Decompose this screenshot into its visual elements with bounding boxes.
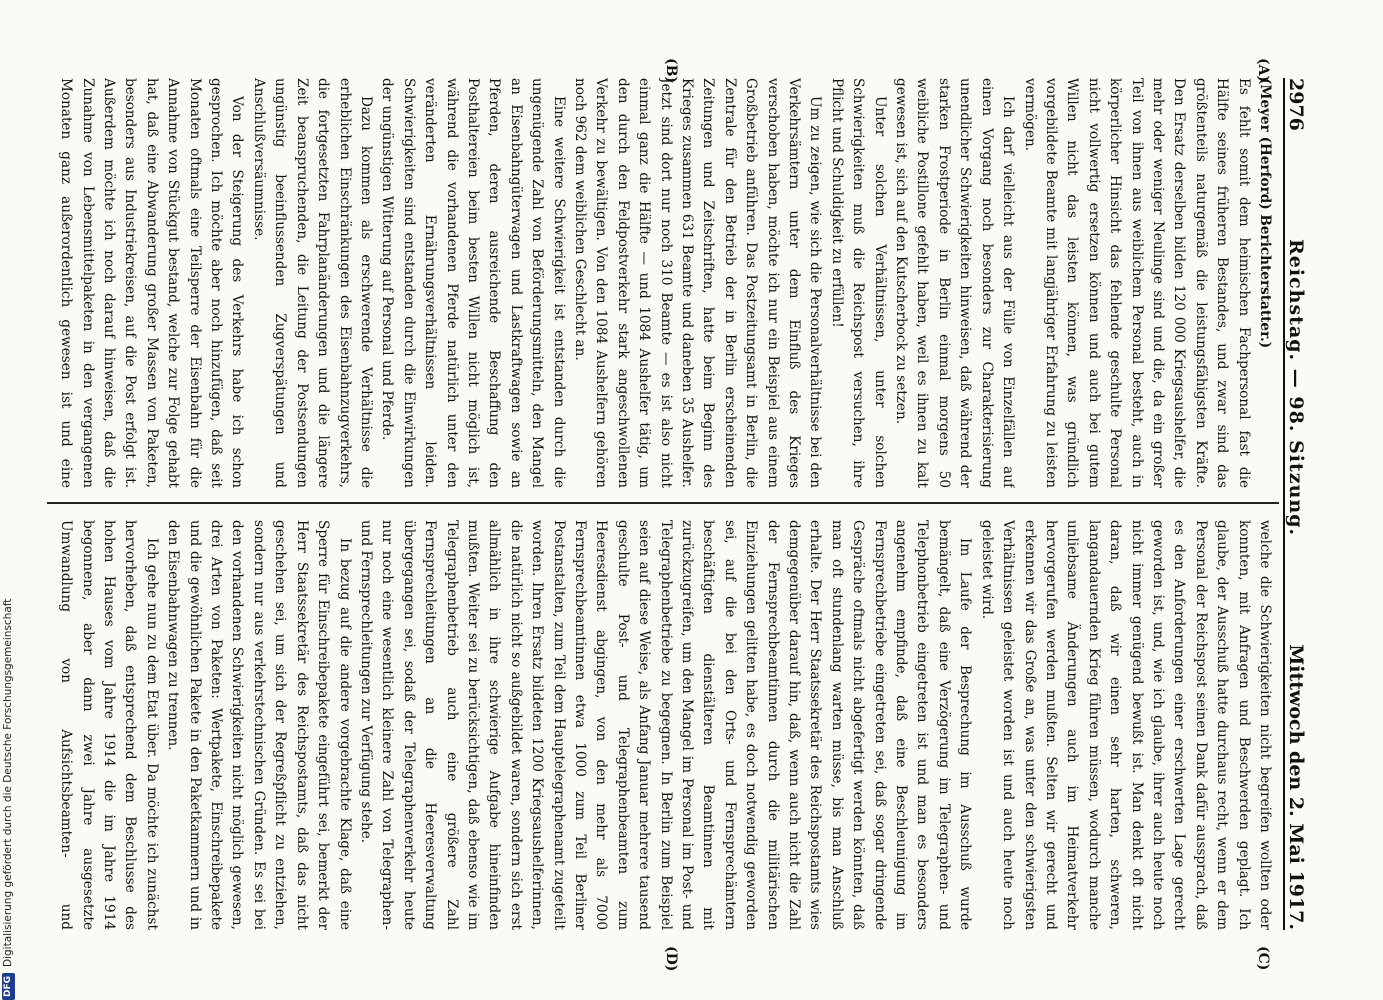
margin-mark-d: (D) bbox=[663, 946, 679, 972]
column-divider bbox=[47, 502, 1279, 504]
paragraph: Ich darf vielleicht aus der Fülle von Einzelfällen auf einen Vorgang noch besonders zur Charakterisierung unendlicher Schwierigkeiten hinweisen, daß während der starken Frostperiode in Berlin einmal morgens 50 weibliche Postillone gefehlt haben, weil es ihnen zu kalt gewesen ist, sich auf den Kutscherbock zu setzen. bbox=[893, 78, 1017, 488]
dfg-logo: DFG bbox=[2, 973, 15, 1000]
page-date: Mittwoch den 2. Mai 1917. bbox=[1285, 644, 1307, 930]
paragraph: Unter solchen Verhältnissen, unter solchen Schwierigkeiten muß die Reichspost versuchen, ihre Pflicht und Schuldigkeit zu erfüllen! bbox=[828, 78, 888, 488]
funding-credit bbox=[1, 5, 15, 1000]
paragraph: Im Laufe der Besprechung im Ausschuß wurde bemängelt, daß eine Verzögerung im Telegraphen- und Telephonbetrieb eingetreten ist und man es besonders angenehm empfinde, daß eine Beschleunigung im Fernsprechbetriebe eingetreten sei, daß sogar dringende Gespräche oftmals nicht abgefertigt werden könnten, daß man oft stundenlang warten müsse, bis man Anschluß erhalte. Der Herr Staatssekretär des Reichspostamts wies demgegenüber darauf hin, daß, wenn auch nicht die Zahl der Fernsprechbeamtinnen durch die militärischen Einziehungen gelitten habe, es doch notwendig geworden sei, auf die bei den Orts- und Fernsprechämtern beschäftigten dienstälteren Beamtinnen mit zurückzugreifen, um den Mangel im Personal im Post- und Telegraphenbetriebe zu begegnen. In Berlin zum Beispiel seien auf diese Weise, als Anfang Januar mehrere tausend geschulte Post- und Telegraphenbeamten zum Heeresdienst abgingen, von den mehr als 7000 Fernsprechbeamtinnen etwa 1000 zum Teil Berliner Postanstalten, zum Teil dem Hauptelegraphenamt zugeteilt worden. Ihren Ersatz bildeten 1200 Kriegsaushelferinnen, die natürlich nicht so außgebildet waren, sondern sich erst allmählich in ihre schwierige Aufgabe hineinfinden mußten. Weiter sei zu berücksichtigen, daß ebenso wie im Telegraphenbetrieb auch eine größere Zahl Fernsprechleitungen an die Heeresverwaltung übergegangen sei, sodaß der Telegraphenverkehr heute nur noch eine wesentlich kleinere Zahl von Telegraphen- und Fernsprechleitungen zur Verfügung stehe. bbox=[357, 520, 974, 930]
speaker-label: (Meyer (Herford) Berichterstatter.) bbox=[1257, 78, 1273, 349]
paragraph: Um zu zeigen, wie sich die Personalverhältnisse bei den Verkehrsämtern unter dem Einfluß des Krieges verschoben haben, möchte ich nur ein Beispiel aus einem Großbetrieb anführen. Das Postzeitungsamt in Berlin, die Zentrale für den Betrieb der in Berlin erscheinenden Zeitungen und Zeitschriften, hatte beim Beginn des Krieges zusammen 631 Beamte und daneben 35 Aushelfer. Jetzt sind dort nur noch 310 Beamte — es ist also nicht einmal ganz die Hälfte — und 1084 Aushelfer tätig, um den durch den Feldpostverkehr stark angeschwollenen Verkehr zu bewältigen. Von den 1084 Aushelfern gehören noch 962 dem weiblichen Geschlecht an. bbox=[572, 78, 824, 488]
page-number: 2976 bbox=[1285, 78, 1307, 131]
margin-mark-b: (B) bbox=[663, 58, 679, 84]
speaker-paragraph bbox=[1254, 78, 1275, 488]
paragraph: Dazu kommen als erschwerende Verhältnisse die erheblichen Einschränkungen des Eisenbahnzugverkehrs, die fortgesetzten Fahrplanänderungen und die längere Zeit beanspruchenden, die Leitung der Postsendungen ungünstig beeinflussenden Zugverspätungen und Anschlußversäumnisse. bbox=[250, 78, 374, 488]
page-header bbox=[1283, 78, 1313, 930]
paragraph: Ich gehe nun zu dem Etat über. Da möchte ich zunächst hervorheben, daß entsprechend dem Beschlusse des hohen Hauses vom Jahre 1914 die im Jahre 1914 begonnene, aber dann zwei Jahre ausgesetzte Umwandlung von Aufsichtsbeamten- und bbox=[58, 520, 160, 930]
paragraph: In bezug auf die andere vorgebrachte Klage, daß eine Sperre für Einschreibepakete eingeführt sei, bemerkt der Herr Staatssekretär des Reichspostamts, daß das nicht geschehen sei, um sich der Regreßpflicht zu entziehen, sondern nur aus verkehrstechnischen Gründen. Es sei bei den vorhandenen Schwierigkeiten nicht möglich gewesen, drei Arten von Paketen: Wertpakete, Einschreibepakete und die gewöhnlichen Pakete in den Paketkammern und in den Eisenbahnwagen zu trennen. bbox=[165, 520, 353, 930]
margin-mark-c: (C) bbox=[1255, 946, 1271, 971]
paragraph: welche die Schwierigkeiten nicht begreifen wollten oder konnten, mit Anfragen und Beschwerden geplagt. Ich glaube, der Ausschuß hatte durchaus recht, wenn er dem Personal der Reichspost seinen Dank dafür aussprach, daß es den Anforderungen einer erschwerten Lage gerecht geworden ist, und, wie ich glaube, ihrer auch heute noch nicht immer genügend bewußt ist. Man denkt oft nicht daran, daß wir einen sehr harten, schweren, langandauernden Krieg führen müssen, wodurch manche unliebsame Änderungen auch im Heimatverkehr hervorgerufen werden mußten. Selten wir gerecht und erkennen wir das Große an, was unter den schwierigsten Verhältnissen geleistet worden ist und auch heute noch geleistet wird. bbox=[978, 520, 1273, 930]
paragraph: Es fehlt somit dem heimischen Fachpersonal fast die Hälfte seines früheren Bestandes, und zwar sind das größtenteils naturgemäß die leistungsfähigsten Kräfte. Den Ersatz derselben bilden 120 000 Kriegsaushelfer, die mehr oder weniger Neulinge sind und die, da ein großer Teil von ihnen aus weiblichem Personal besteht, auch in körperlicher Hinsicht das fehlende geschulte Personal nicht vollwertig ersetzen können und auch bei gutem Willen nicht das leisten können, was gründlich vorgebildete Beamte mit langjähriger Erfahrung zu leisten vermögen. bbox=[1021, 78, 1252, 488]
funding-credit-text: Digitalisierung gefördert durch die Deutsche Forschungsgemeinschaft bbox=[2, 598, 14, 967]
paragraph: Von der Steigerung des Verkehrs habe ich schon gesprochen. Ich möchte aber noch hinzufügen, daß seit Monaten oftmals eine Teilsperre der Eisenbahn für die Annahme von Stückgut bestand, welche zur Folge gehabt hat, daß eine Abwanderung großer Massen von Paketen, besonders aus Industriekreisen, auf die Post erfolgt ist. Außerdem möchte ich noch darauf hinweisen, daß die Zunahme von Lebensmittelpaketen in den vergangenen Monaten ganz außerordentlich gewesen ist und eine bbox=[58, 78, 246, 488]
page-title: Reichstag. — 98. Sitzung. bbox=[1285, 239, 1307, 537]
left-column bbox=[55, 78, 1275, 488]
margin-mark-a: (A) bbox=[1255, 58, 1271, 83]
paragraph: Eine weitere Schwierigkeit ist entstanden durch die ungenügende Zahl von Beförderungsmitteln, den Mangel an Eisenbahngüterwagen und Lastkraftwagen sowie an Pferden, deren ausreichende Beschaffung den Posthaltereien beim besten Willen nicht möglich ist, während die vorhandenen Pferde natürlich unter den veränderten Ernährungsverhältnissen leiden. Schwierigkeiten sind entstanden durch die Einwirkungen der ungünstigen Witterung auf Personal und Pferde. bbox=[379, 78, 567, 488]
right-column bbox=[55, 520, 1275, 930]
